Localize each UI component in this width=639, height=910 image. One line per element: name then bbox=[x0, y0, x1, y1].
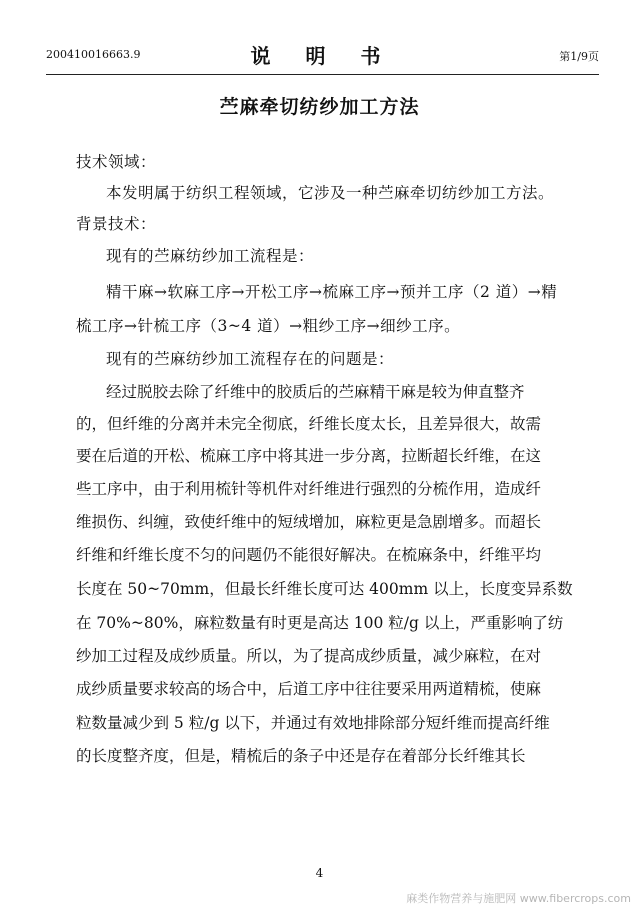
paragraph-line: 长度在 50~70mm，但最长纤维长度可达 400mm 以上，长度变异系数 bbox=[76, 580, 573, 598]
paragraph-line: 成纱质量要求较高的场合中，后道工序中往往要采用两道精梳，使麻 bbox=[76, 680, 542, 698]
paragraph-line: 梳工序→针梳工序（3~4 道）→粗纱工序→细纱工序。 bbox=[76, 317, 461, 335]
paragraph-line: 纤维和纤维长度不匀的问题仍不能很好解决。在梳麻条中，纤维平均 bbox=[76, 546, 542, 564]
doc-number: 200410016663.9 bbox=[46, 48, 141, 61]
page-number: 4 bbox=[315, 866, 324, 880]
paragraph-line: 精干麻→软麻工序→开松工序→梳麻工序→预并工序（2 道）→精 bbox=[106, 283, 558, 301]
header-title: 说 明 书 bbox=[250, 44, 395, 68]
page-header bbox=[46, 40, 599, 70]
paragraph-line: 要在后道的开松、梳麻工序中将其进一步分离，拉断超长纤维，在这 bbox=[76, 447, 542, 465]
paragraph-line: 在 70%~80%，麻粒数量有时更是高达 100 粒/g 以上，严重影响了纺 bbox=[76, 614, 564, 632]
paragraph-line: 的，但纤维的分离并未完全彻底，纤维长度太长，且差异很大，故需 bbox=[76, 415, 542, 433]
paragraph-line: 的长度整齐度，但是，精梳后的条子中还是存在着部分长纤维其长 bbox=[76, 747, 526, 765]
paragraph-line: 现有的苎麻纺纱加工流程是： bbox=[106, 247, 315, 265]
document-title: 苎麻牵切纺纱加工方法 bbox=[219, 96, 420, 118]
paragraph-line: 维损伤、纠缠，致使纤维中的短绒增加，麻粒更是急剧增多。而超长 bbox=[76, 513, 542, 531]
paragraph-line: 纱加工过程及成纱质量。所以，为了提高成纱质量，减少麻粒，在对 bbox=[76, 647, 542, 665]
paragraph-line: 粒数量减少到 5 粒/g 以下，并通过有效地排除部分短纤维而提高纤维 bbox=[76, 714, 550, 732]
page-reference: 第1/9页 bbox=[559, 50, 599, 63]
section-heading-field: 技术领域： bbox=[76, 153, 157, 171]
header-divider bbox=[46, 74, 599, 75]
paragraph-line: 本发明属于纺织工程领域，它涉及一种苎麻牵切纺纱加工方法。 bbox=[106, 184, 555, 202]
paragraph-line: 经过脱胶去除了纤维中的胶质后的苎麻精干麻是较为伸直整齐 bbox=[106, 383, 525, 401]
site-watermark: 麻类作物营养与施肥网 www.fibercrops.com bbox=[406, 892, 631, 905]
section-heading-background: 背景技术： bbox=[76, 215, 157, 233]
paragraph-line: 现有的苎麻纺纱加工流程存在的问题是： bbox=[106, 350, 395, 368]
paragraph-line: 些工序中，由于利用梳针等机件对纤维进行强烈的分梳作用，造成纤 bbox=[76, 480, 542, 498]
